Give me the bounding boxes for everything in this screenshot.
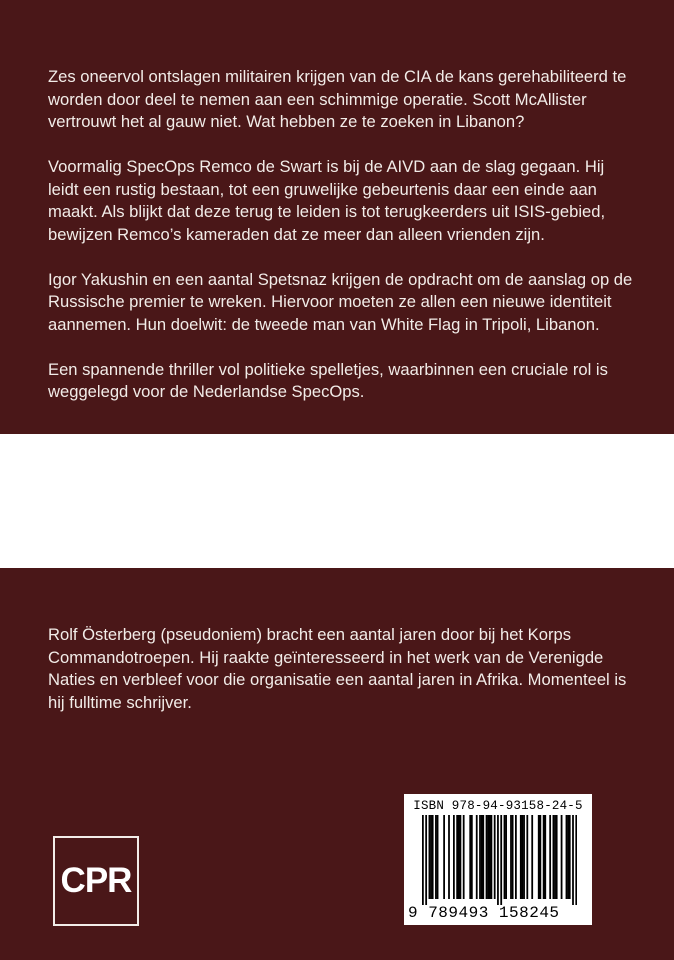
barcode-bar [489,815,491,899]
barcode-bar [471,815,473,899]
barcode-bar [549,815,551,899]
barcode-bar [567,815,569,899]
barcode-bar [486,815,488,899]
barcode-bar [482,815,484,899]
publisher-logo-text: CPR [60,861,132,900]
barcode-bar [448,815,450,899]
barcode-bar [430,815,432,899]
blurb-paragraph-3: Igor Yakushin en een aantal Spetsnaz krijgen de opdracht om de aanslag op de Russische premier te wreken. Hiervoor moeten ze allen een nieuwe identiteit aannemen. Hun doelwit: de tweede man van White Flag in Tripoli, Libanon. [48,269,633,334]
barcode-bar [523,815,525,899]
barcode-bar [566,815,568,899]
barcode-bar [500,815,502,905]
barcode-bar [515,815,517,899]
barcode-bar [422,815,424,905]
barcode-bar [435,815,437,899]
barcode-bar [554,815,556,899]
isbn-barcode [404,794,592,925]
barcode-bar [510,815,512,899]
barcode-bar [425,815,427,905]
blurb-text [48,66,638,426]
ean-digits: 9 789493 158245 [408,904,560,922]
barcode-bar [561,815,563,899]
author-bio: Rolf Österberg (pseudoniem) bracht een aantal jaren door bij het Korps Commandotroepen. Hij raakte geïnteresseerd in het werk van de Verenigde Naties en verbleef voor die organisatie een aantal jaren in Afrika. Momenteel is hij fulltime schrijver. [48,625,627,712]
barcode-bars [422,815,577,905]
barcode-bar [531,815,533,899]
barcode-bar [487,815,489,899]
barcode-bar [429,815,431,899]
barcode-bar [544,815,546,899]
barcode-bar [479,815,481,899]
barcode-bar [453,815,455,899]
barcode-bar [432,815,434,899]
publisher-logo [53,836,139,926]
blurb-paragraph-4: Een spannende thriller vol politieke spelletjes, waarbinnen een cruciale rol is weggelegd voor de Nederlandse SpecOps. [48,359,608,401]
barcode-bar [476,815,478,899]
barcode-bar [538,815,540,899]
barcode-bar [569,815,571,899]
isbn-label: ISBN 978-94-93158-24-5 [413,799,583,813]
blurb-paragraph-1: Zes oneervol ontslagen militairen krijgen van de CIA de kans gerehabiliteerd te worden door deel te nemen aan een schimmige operatie. Scott McAllister vertrouwt het al gauw niet. Wat hebben ze te zoeken in Libanon? [48,67,627,131]
barcode-bar [463,815,465,899]
white-band [0,434,674,568]
barcode-bar [494,815,496,899]
barcode-bar [497,815,499,905]
barcode-bar [556,815,558,899]
barcode-bar [522,815,524,899]
barcode-bar [520,815,522,899]
barcode-bar [491,815,493,899]
barcode-bar [456,815,458,899]
barcode-bar [539,815,541,899]
barcode-bar [553,815,555,899]
barcode-bar [526,815,528,899]
barcode-bar [469,815,471,899]
barcode-bar [512,815,514,899]
barcode-bar [575,815,577,905]
barcode-bar [460,815,462,899]
blurb-paragraph-2: Voormalig SpecOps Remco de Swart is bij de AIVD aan de slag gegaan. Hij leidt een rustig bestaan, tot een gruwelijke gebeurtenis daar een einde aan maakt. Als blijkt dat deze terug te leiden is tot terugkeerders uit ISIS-gebied, bewijzen Remco’s kameraden dat ze meer dan alleen vrienden zijn. [48,157,606,244]
barcode-bar [481,815,483,899]
barcode-bar [443,815,445,899]
barcode-bar [504,815,506,899]
barcode-bar [543,815,545,899]
barcode-bar [458,815,460,899]
barcode-bar [437,815,439,899]
barcode-bar [572,815,574,905]
barcode-bar [505,815,507,899]
